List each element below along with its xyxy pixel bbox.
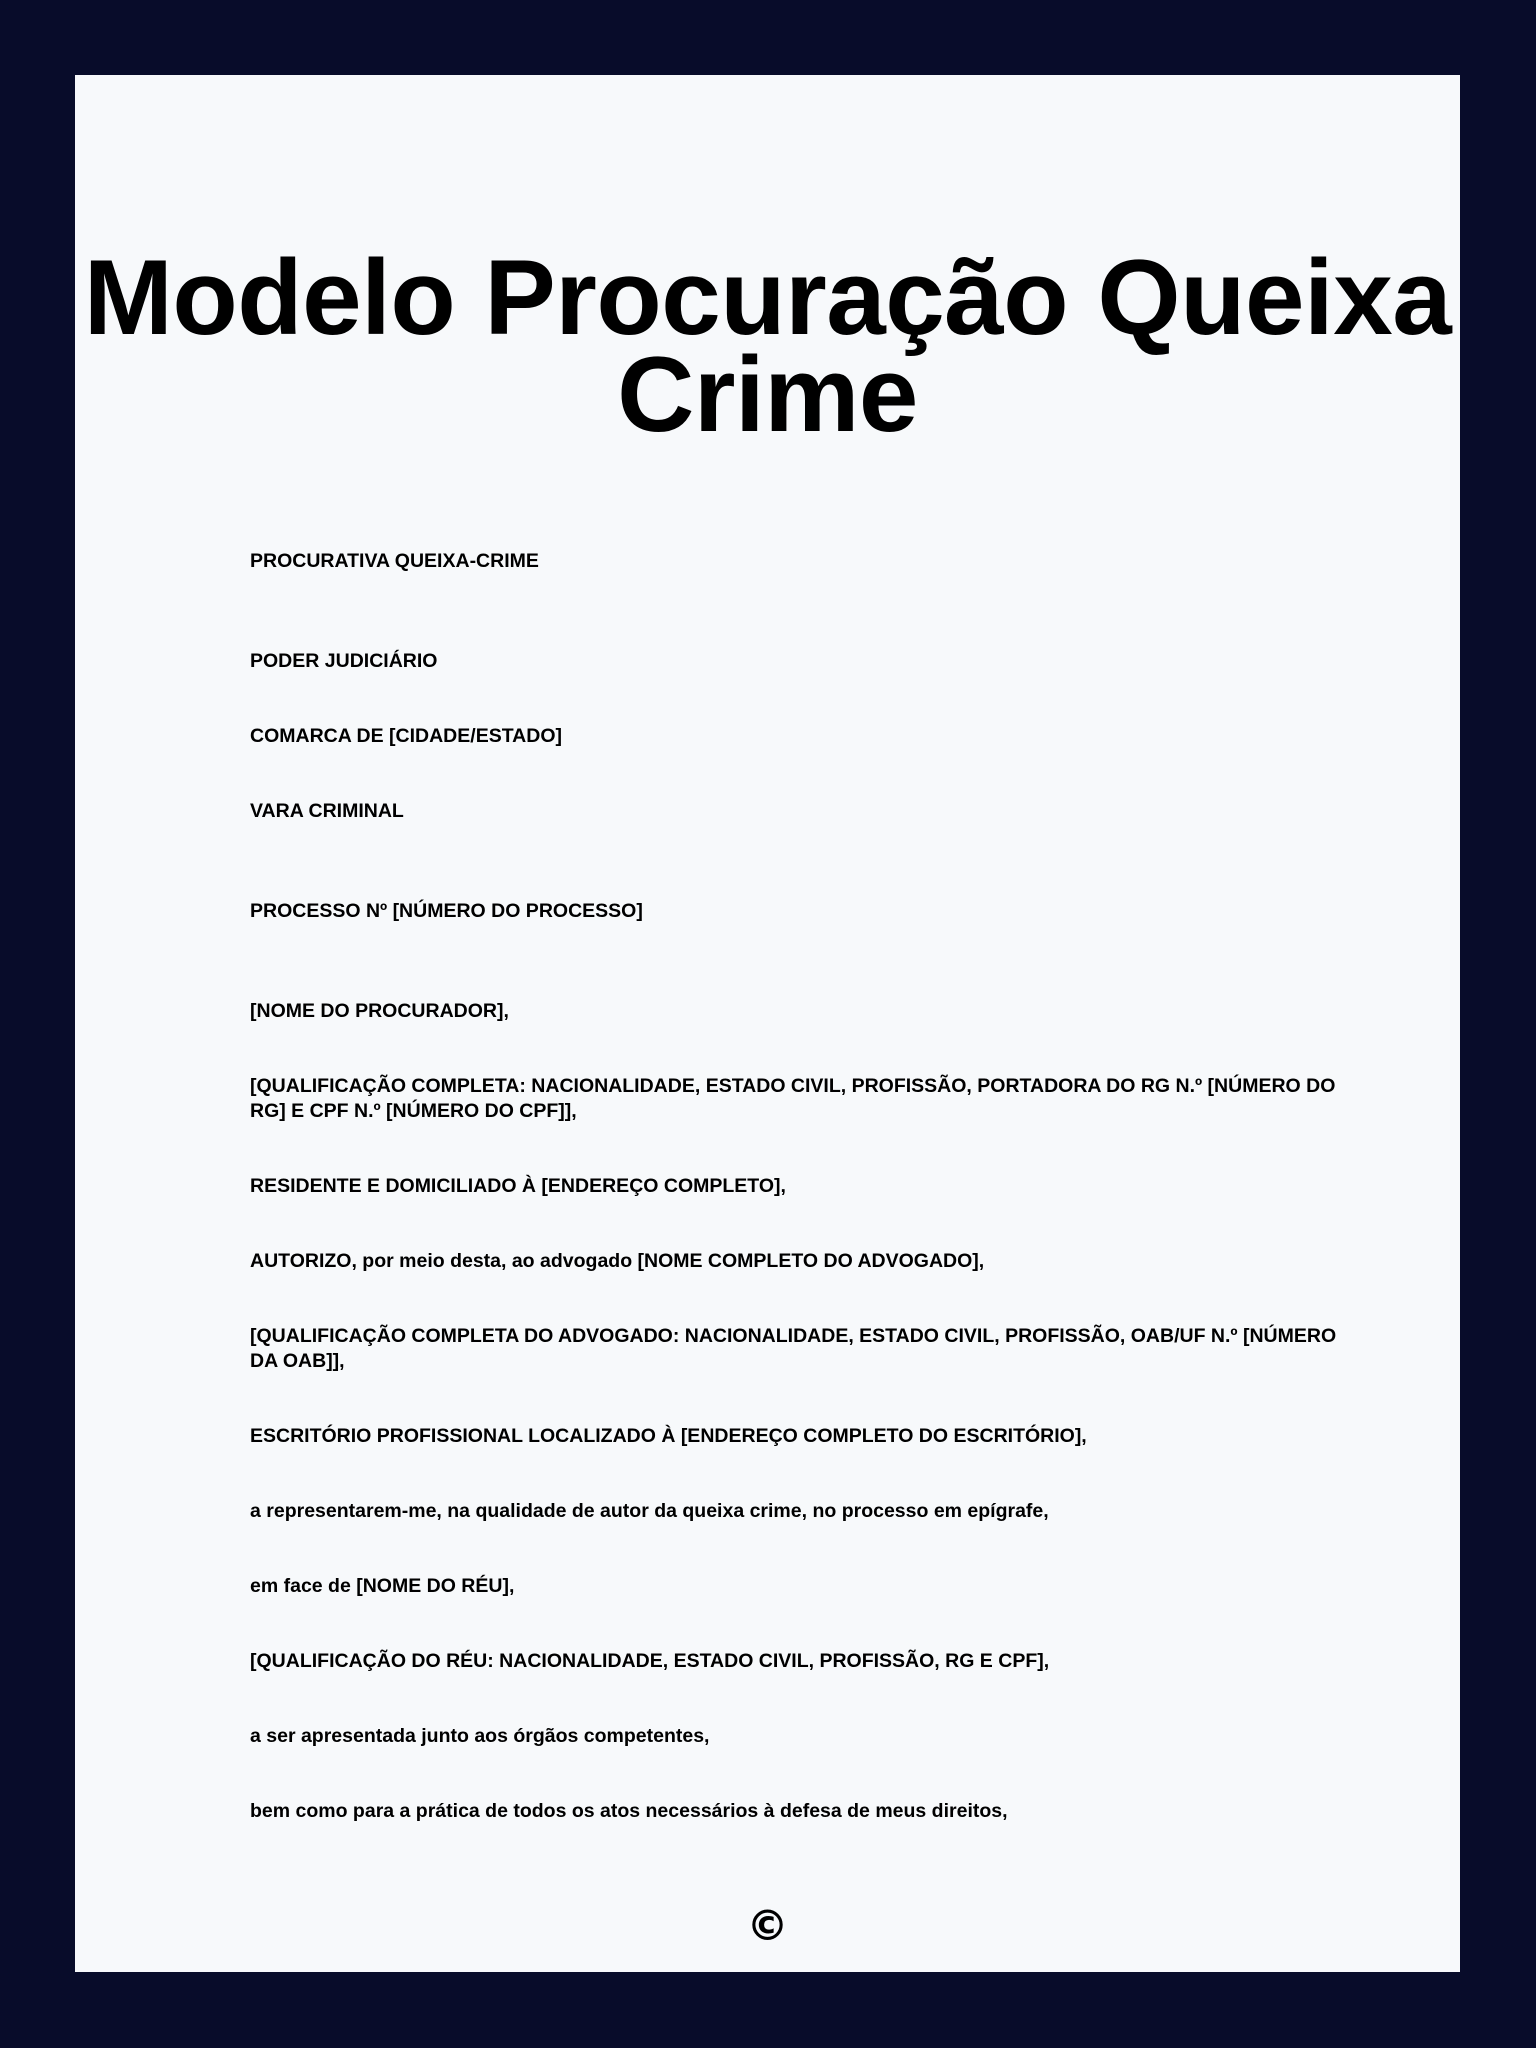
case-number-line: PROCESSO Nº [NÚMERO DO PROCESSO]: [250, 900, 643, 922]
district-line: COMARCA DE [CIDADE/ESTADO]: [250, 725, 562, 747]
grantor-address: RESIDENTE E DOMICILIADO À [ENDEREÇO COMPLETO],: [250, 1175, 786, 1197]
document-page: [75, 75, 1460, 1972]
filing-clause: a ser apresentada junto aos órgãos competentes,: [250, 1725, 710, 1747]
lawyer-qualification: [QUALIFICAÇÃO COMPLETA DO ADVOGADO: NACIONALIDADE, ESTADO CIVIL, PROFISSÃO, OAB/UF N.º [NÚMERO DA OAB]],: [250, 1325, 1337, 1372]
document-title: Modelo Procuração Queixa Crime: [83, 237, 1452, 454]
representation-clause: a representarem-me, na qualidade de autor da queixa crime, no processo em epígrafe,: [250, 1500, 1049, 1522]
authorization-clause: AUTORIZO, por meio desta, ao advogado [NOME COMPLETO DO ADVOGADO],: [250, 1250, 985, 1272]
defendant-name: em face de [NOME DO RÉU],: [250, 1575, 515, 1597]
grantor-qualification: [QUALIFICAÇÃO COMPLETA: NACIONALIDADE, ESTADO CIVIL, PROFISSÃO, PORTADORA DO RG N.º [NÚMERO DO RG] E CPF N.º [NÚMERO DO CPF]],: [250, 1075, 1336, 1122]
office-address: ESCRITÓRIO PROFISSIONAL LOCALIZADO À [ENDEREÇO COMPLETO DO ESCRITÓRIO],: [250, 1425, 1087, 1447]
court-name: PODER JUDICIÁRIO: [250, 650, 438, 672]
grantor-name: [NOME DO PROCURADOR],: [250, 1000, 509, 1022]
copyright-icon: ©: [746, 1901, 789, 1950]
powers-clause: bem como para a prática de todos os atos necessários à defesa de meus direitos,: [250, 1800, 1008, 1822]
document-heading: PROCURATIVA QUEIXA-CRIME: [250, 550, 539, 572]
court-division: VARA CRIMINAL: [250, 800, 404, 822]
defendant-qualification: [QUALIFICAÇÃO DO RÉU: NACIONALIDADE, ESTADO CIVIL, PROFISSÃO, RG E CPF],: [250, 1650, 1050, 1672]
